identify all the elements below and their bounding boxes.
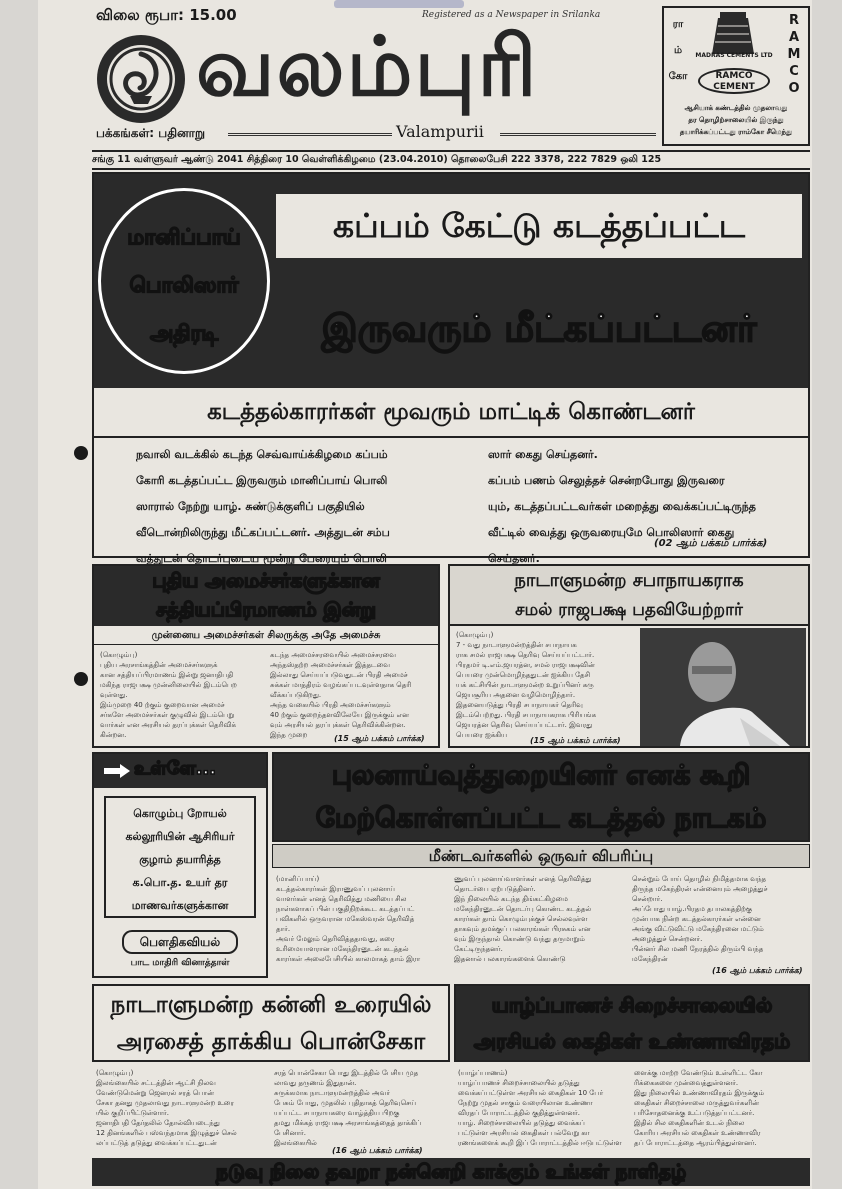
fonseka-headline-panel [92,984,450,1062]
speaker-line: பிரதமர் டி.எம்.ஜயரத்ன, சமல் ராஜபக்ஷவின் [456,661,595,669]
masthead-rule-left [228,133,392,136]
prison-line: நேற்று முதல் சாகும் வரையிலான உண்ணா [458,1099,593,1107]
ad-right-char: A [788,30,800,45]
lead-kicker-oval [98,188,270,374]
prison-line: பட்டுள்ள அரசியல் கைதிகள் பல்வேறு கா [458,1129,590,1137]
ad-tagline-3: தயாரிக்கப்பட்டது ராம்கோ சீமெந்து [679,128,793,136]
drama-line: (மானிப்பாய்) [276,875,320,883]
lead-body-line: ஸார் கைது செய்தனர். [488,448,598,461]
ministers-headline-2: சத்தியப்பிரமாணம் இன்று [155,599,377,621]
dateline-bar [92,150,810,170]
binder-hole [74,672,88,686]
lead-kicker-1: மானிப்பாய் [127,225,241,249]
ad-product-badge: RAMCO CEMENT [698,68,770,94]
prison-line: ரணங்களைக் கூறி இப் போராட்டத்தில் ஈடுபட்டுள்ள [458,1139,622,1147]
ministers-col-2 [270,650,434,740]
ad-left-char: கோ [668,71,688,82]
drama-headline-panel [272,752,810,842]
inside-line: மாணவர்களுக்கான [131,899,229,912]
drama-headline-1: புலனாய்வுத்துறையினர் எனக் கூறி [331,760,751,791]
ministers-line: சுக்கள் மாத்திரம் வழங்கப்படவுள்ளதாக தெரி [270,681,412,689]
drama-line: தாகவும் தமக்குப் பலகாரங்கள் பிரசுகம் என [454,925,591,933]
newspaper-page [38,0,812,1189]
inside-subject: பௌதிகவியல் [122,930,238,954]
prison-line: இதில் சில கைதிகளின் உடல் நிலை [634,1119,745,1127]
drama-col-1 [276,874,446,964]
drama-line: திருந்த மகேந்திரன் என்னையும் அழைத்துச் [632,885,768,893]
prison-line: (யாழ்ப்பாணம்) [458,1069,508,1077]
lead-body-line: ஸாரால் நேற்று யாழ். சுண்டுக்குளிப் பகுதியில் [136,500,365,513]
drama-line: நாள்களாகப் பின் பகுதிநிறக்கூட கடத்தப்பட் [276,905,415,913]
lead-body-line: யும், கடத்தப்பட்டவர்கள் மறைத்து வைக்கப்பட்டிருந்த [488,500,756,513]
fonseka-line: வேண்டுமென்று ஜெனரல் சரத் பொன் [96,1089,214,1097]
ministers-line: கடந்த அமைச்சரவையில் அமைச்சரவை [270,651,396,659]
pages-label: பக்கங்கள்: பதினாறு [96,126,205,140]
prison-line: ரிக்கைகளை முன்வைத்துள்ளனர். [634,1079,739,1087]
drama-line: பவிகளில் ஒருவரான மகேஸ்வரன் தெரிவித் [276,915,415,923]
drama-line: காரர்கள் அலைபேசியில் காலமாகத் தாம் இரா [276,955,421,963]
prison-headline-panel [454,984,810,1062]
ministers-headline-1: புதிய அமைச்சர்களுக்கான [152,570,380,592]
fonseka-story [92,984,450,1156]
lead-headline-1: கப்பம் கேட்டு கடத்தப்பட்ட [332,206,746,245]
ministers-story [92,564,440,748]
prison-line: கோரிய அரசியல் கைதிகள் உண்ணாவிர [634,1129,761,1137]
inside-box [92,752,268,978]
ad-right-char: C [789,64,799,79]
drama-line: சென்றார். [632,895,663,903]
fonseka-line: யில் குறிப்பிட்டுள்ளார். [96,1109,170,1117]
drama-line: தொடர்பை ஏற்படுத்தினர். [454,885,536,893]
drama-story [272,752,810,978]
prison-headline-1: யாழ்ப்பாணச் சிறைச்சாலையில் [491,993,773,1017]
ministers-headline-panel [94,566,438,626]
speaker-line: இதனையடுத்து பிரதி சபாநாயகர் தெரிவு [456,701,583,709]
prison-line: யாழ். சிறைச்சாலையில் தடுத்து வைக்கப் [458,1119,585,1127]
ministers-line: வும் அரசியல் தரப்புக்கள் தெரிவிக்கின்றன. [270,721,406,729]
registered-note: Registered as a Newspaper in Srilanka [422,10,601,20]
drama-line: பின்னர் சில மணி நேரத்தில் திரும்பி வந்த [632,945,764,953]
prison-line: பரிசோதனைக்கு உட்படுத்தப்பட்டனர். [634,1109,755,1117]
drama-headline-2: மேற்கொள்ளப்பட்ட கடத்தல் நாடகம் [315,803,767,834]
fonseka-line: பேசும் போது, முதலில் புதிதாகத் தெரிவுசெய் [274,1099,416,1107]
ministers-col-1 [100,650,260,740]
english-name: Valampurii [396,122,484,141]
ad-tagline-2: தர தொழிற்சாலையில் இருந்து [688,116,784,124]
fonseka-line: யப்பட்ட சபாநாயகரை வாழ்த்திய பிறகு [274,1109,400,1117]
prison-line: கைதிகள் சிறைச்சாலை மருத்துவர்களின் [634,1099,759,1107]
fonseka-line: (கொழும்பு) [96,1069,134,1077]
drama-line: அழைத்துச் சென்றனர். [632,935,703,943]
pointing-hand-icon [102,760,132,782]
inside-line: க.பொ.த. உயர் தர [132,876,228,889]
drama-col-3 [632,874,808,964]
lead-kicker-2: பொலிஸார் [129,273,239,297]
lead-headline-2: இருவரும் மீட்கப்பட்டனர் [321,307,757,350]
ad-right-char: O [788,81,800,96]
drama-line: மகேந்திரன் [632,955,668,963]
drama-line: முன்பாக நின்ற கடத்தல்காரர்கள் என்னை [632,915,761,923]
speaker-line: இடம்பெற்றது. பிரதி சபாநாயகராக பிரியங்க [456,711,597,719]
masthead-rule-right [500,133,656,136]
ministers-subheadline: முன்னைய அமைச்சர்கள் சிலருக்கு அதே அமைச்சு [94,628,438,645]
temple-tower-icon [698,10,768,54]
fonseka-col-2 [274,1068,448,1148]
lead-body-line: கோரி கடத்தப்பட்ட இருவரும் மானிப்பாய் பொலி [136,474,388,487]
ministers-line: வீக்கப்படுகிறது. [270,691,322,699]
ministers-continued: (15 ஆம் பக்கம் பார்க்க) [334,734,425,743]
speaker-line: (கொழும்பு) [456,631,494,639]
ministers-line: இந்த முறை [270,731,308,739]
stamp-mark [334,0,464,8]
drama-line: இந் நிலையில் கடந்த திங்கட்கிழமை [454,895,568,903]
drama-line: தார். [276,925,291,933]
lead-kicker-3: அதிரடி [149,321,219,345]
prison-headline-2: அரசியல் கைதிகள் உண்ணாவிரதம் [473,1029,791,1053]
drama-sub-panel [272,844,810,868]
ramco-cement-ad [662,6,810,146]
lead-body-line: கப்பம் பணம் செலுத்தச் சென்றபோது இருவரை [488,474,725,487]
prison-line: யாழ்ப்பாணச் சிறைச்சாலையில் தடுத்து [458,1079,580,1087]
drama-line: அவர் மேலும் தெரிவித்ததாவது, கரை [276,935,395,943]
speaker-line: ராக சமல் ராஜபக்ஷ தெரிவு செய்யப்பட்டார். [456,651,595,659]
ministers-line: மகிந்த ராஜபக்ஷ முன்னிலையில் இடம்பெற [100,681,237,689]
footer-slogan-bar [92,1158,810,1186]
ministers-line: கான சத்தியப்பிரமாணம் இன்று ஜனாதிபதி [100,671,234,679]
fonseka-line: லப்பட்டுத் தடுத்து வைக்கப்பட்டதுடன் [96,1139,217,1147]
fonseka-line: லாவது தருணம் இதுதான். [274,1079,357,1087]
speaker-headline-2: சமல் ராஜபக்ஷ பதவியேற்றார் [515,600,743,620]
speaker-line: ஜெயரத்ன தெரிவு செய்யப்பட்டார். இவரது [456,721,593,729]
prison-line: விரதப் போராட்டத்தில் குதித்துள்ளனர். [458,1109,581,1117]
speaker-headline-panel [450,566,808,626]
inside-line: கொழும்பு றோயல் [133,807,227,820]
inside-line: கல்லூரியின் ஆசிரியர் [125,830,235,843]
fonseka-line: இலங்கையில் சட்டத்தின் ஆட்சி நிலவ [96,1079,216,1087]
speaker-continued: (15 ஆம் பக்கம் பார்க்க) [530,736,621,745]
fonseka-col-1 [96,1068,266,1148]
inside-label: உள்ளே... [134,758,217,779]
drama-line: சென்றும் போய் தொழில் நிமித்தமாக வந்த [632,875,767,883]
drama-line: கேட்டிருந்தனர். [454,945,503,953]
lead-body-col-2 [488,442,804,572]
drama-line: இதனால் பலகாரங்களைக் கொண்டு [454,955,566,963]
prison-story [454,984,810,1156]
lead-body-line: நவாலி வடக்கில் கடந்த செவ்வாய்க்கிழமை கப்பம் [136,448,388,461]
drama-subheadline: மீண்டவர்களில் ஒருவர் விபரிப்பு [428,847,654,865]
prison-line: வைக்கப்பட்டுள்ள அரசியல் கைதிகள் 10 பேர் [458,1089,604,1097]
speaker-col [456,630,634,740]
ministers-line: வுள்ளது. [100,691,128,699]
ministers-line: இம்முறை 40 ற்கும் குறைவான அமைச் [100,701,225,709]
ministers-line: இல்லாது செய்யப்படுவதுடன் பிரதி அமைச் [270,671,408,679]
ad-left-char: ம் [673,45,683,56]
lead-body-line: வத்துடன் தொடர்புடைய மூன்று பேரையும் பொலி [136,552,387,565]
speaker-photo [640,628,806,746]
ministers-line: 40 ற்கும் குறைந்தளவிலேயே இருக்கும் என [270,711,409,719]
ad-left-column [668,12,688,90]
lead-body-line: வீடொன்றிலிருந்து மீட்கப்பட்டனர். அத்துடன் சம்ப [136,526,390,539]
fonseka-line: ஜனாதிபதி தேர்தலில் தோல்வியடைந்து [96,1119,220,1127]
binder-hole [74,446,88,460]
fonseka-line: சரத் பொன்சேகா பொது இடத்தில் பேசிய முத [274,1069,419,1077]
fonseka-line: 12 தினங்களில் பஸ்வந்தமாக இழுத்துச் செல் [96,1129,237,1137]
speaker-story [448,564,810,748]
ad-brand-arc: MADRAS CEMENTS LTD [695,52,773,59]
drama-line: அப்போது யாழ்.பிரதம தபாலகத்திற்கு [632,905,753,913]
lead-body-col-1 [136,442,476,572]
speaker-headline-1: நாடாளுமன்ற சபாநாயகராக [514,570,744,591]
speaker-line: பெயரை ஐக்கிய [456,731,507,739]
ad-right-column [782,12,806,97]
lead-banner [94,174,808,388]
fonseka-headline-2: அரசைத் தாக்கிய பொன்சேகா [116,1029,426,1055]
drama-line: ணுவப் புலனாய்வாளர்கள் எனத் தெரிவித்து [454,875,592,883]
prison-line: இது நிலையில் உண்ணாவிரதம் இருக்கும் [634,1089,764,1097]
ministers-line: புதிய அரசாங்கத்தின் அமைச்சர்களுக் [100,661,218,669]
fonseka-headline-1: நாடாளுமன்ற கன்னி உரையில் [110,992,432,1018]
inside-header [94,754,266,788]
ad-tagline-1: ஆசியாக் கண்டத்தில் முதலாவது [684,104,788,112]
ministers-line: சர்களே அமைச்சர்கள் குழுவில் இடம்பெறு [100,711,235,719]
lead-body-line: வீட்டில் வைத்து ஒருவரையுமே பொலிஸார் கைது [488,526,735,539]
drama-line: வாளர்கள் எனத் தெரிவித்து மணியை சில [276,895,407,903]
price-label: விலை ரூபா: 15.00 [96,6,237,24]
ministers-line: கின்றன. [100,731,127,739]
fonseka-line: பேசினார். [274,1129,306,1137]
drama-line: மகேந்திரனுடன் தொடர்பு கொண்ட கடத்தல் [454,905,592,913]
fonseka-line: சேகா தனது முதலாவது நாடாளுமன்ற உரை [96,1099,235,1107]
fonseka-line: இலங்கையில் [274,1139,317,1147]
speaker-line: ஜெயசூரிய அதனை வழிமொழிந்தார். [456,691,576,699]
ministers-line: அந்தஸ்தற்ற அமைச்சர்கள் இத்தடவை [270,661,390,669]
masthead-title: வலம்புரி [196,20,539,115]
conch-logo-icon [94,32,188,126]
fonseka-line: தமது மிக்கத் ராஜபக்ஷ அரசாங்கத்தைத் தாக்கிப் [274,1119,422,1127]
inside-line: குழாம் தயாரித்த [139,853,221,866]
lead-headline-1-panel [276,194,802,258]
prison-line: தப் போராட்டத்தை ஆரம்பித்துள்ளனர். [634,1139,757,1147]
inside-subtitle: பாட மாதிரி வினாத்தாள் [130,958,230,968]
ministers-line: (கொழும்பு) [100,651,138,659]
ad-right-char: R [788,13,799,28]
lead-headline-2-panel [276,290,802,368]
prison-col-2 [634,1068,808,1148]
inside-promo [104,796,256,918]
ad-left-char: ரா [672,19,684,30]
speaker-line: பெயரை முன்மொழிந்ததுடன் ஐக்கிய தேசி [456,671,591,679]
drama-line: வும் இருந்தால் கொண்டு வந்து தருமாறும் [454,935,585,943]
drama-col-2 [454,874,624,964]
lead-subheadline: கடத்தல்காரர்கள் மூவரும் மாட்டிக் கொண்டனர் [207,399,695,425]
fonseka-continued: (16 ஆம் பக்கம் பார்க்க) [332,1146,423,1155]
ministers-line: அந்த வகையில் பிரதி அமைச்சர்களும் [270,701,391,709]
ad-right-char: M [787,47,801,62]
lead-subhead-rule [94,436,808,438]
fonseka-line: சுருக்கமாக நாடாளுமன்றத்தில் அவர் [274,1089,391,1097]
drama-line: உரிமையாளரான மகேந்திரனுடன் கடத்தல் [276,945,409,953]
speaker-line: 7 - வது நாடாளுமன்றத்தின் சபாநாயக [456,641,577,649]
drama-line: கடத்தல்காரர்கள் இராணுவப் புலனாய் [276,885,395,893]
lead-story-box [92,172,810,565]
prison-col-1 [458,1068,626,1148]
prison-line: ளைக்கு மாற்ற வேண்டும் உள்ளிட்ட கோ [634,1069,763,1077]
speaker-line: யக் கட்சியின் நாடாளுமன்ற உறுப்பினர் கரு [456,681,594,689]
dateline-text: சங்கு 11 வள்ளுவர் ஆண்டு 2041 சித்திரை 10 வெள்ளிக்கிழமை (23.04.2010) தொலைபேசி 222 3378, 222 7829 ஒலி 125 [92,154,662,165]
lead-continued: (02 ஆம் பக்கம் பார்க்க) [654,538,768,549]
drama-line: அங்கு விட்டுவிட்டு மகேந்திரனை மட்டும் [632,925,764,933]
footer-slogan: நடுவு நிலை தவறா நன்னெறி காக்கும் உங்கள் நாளிதழ் [215,1161,687,1183]
ministers-line: வார்கள் என அரசியல் தரப்புக்கள் தெரிவிக் [100,721,237,729]
lead-body-line: செய்தனர். [488,552,540,565]
drama-continued: (16 ஆம் பக்கம் பார்க்க) [712,966,803,975]
drama-line: காரர்கள் தாம் கொழும்புக்குச் செல்லவுள்ள [454,915,588,923]
